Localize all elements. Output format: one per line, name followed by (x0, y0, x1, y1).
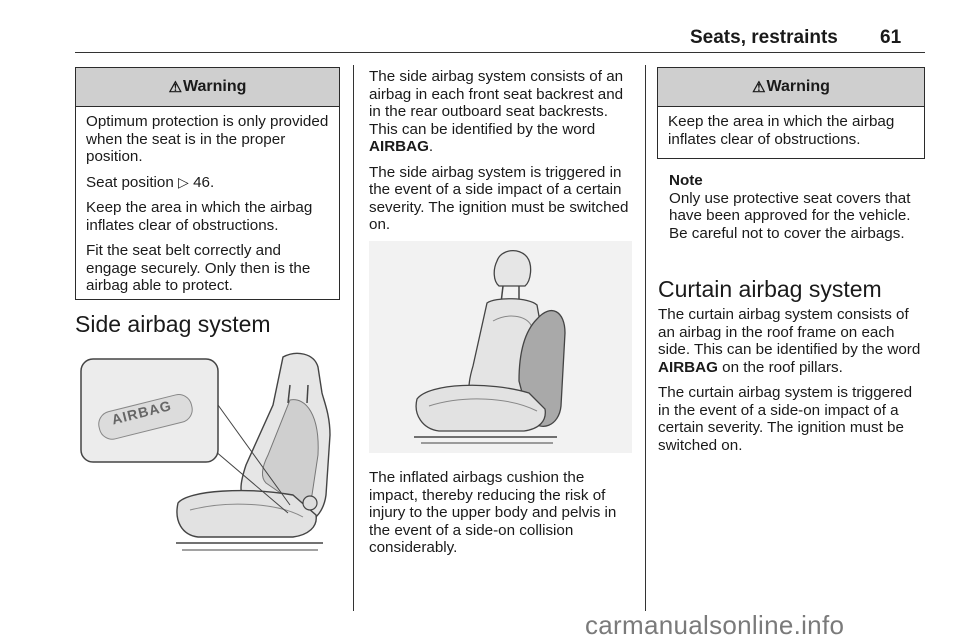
warning-paragraph: Fit the seat belt correctly and engage securely. Only then is the airbag able to protect. (86, 242, 311, 294)
page-reference-arrow-icon: ▷ (178, 173, 189, 190)
side-airbag-seat-illustration (78, 345, 340, 555)
watermark-text: carmanualsonline.info (585, 610, 845, 640)
warning-paragraph: Keep the area in which the airbag inflates clear of obstructions. (86, 199, 313, 234)
airbag-keyword: AIRBAG (658, 358, 718, 376)
running-header-title: Seats, restraints (690, 27, 838, 48)
side-airbag-description (369, 68, 634, 156)
section-heading-curtain-airbag: Curtain airbag system (658, 276, 882, 302)
airbag-cushion-text: The inflated airbags cushion the impact, thereby reducing the risk of injury to the upper body and pelvis in the event of a side-on collision considerably. (369, 469, 617, 556)
middle-column-text-bottom (369, 469, 634, 565)
note-block (669, 172, 929, 242)
section-heading-side-airbag: Side airbag system (75, 311, 271, 337)
airbag-keyword: AIRBAG (369, 138, 429, 155)
right-column-text (658, 306, 928, 462)
seat-position-text: Seat position (86, 173, 174, 191)
middle-column-text-top (369, 68, 634, 242)
warning-paragraph: Keep the area in which the airbag inflates clear of obstructions. (668, 113, 895, 148)
warning-title: Warning (766, 78, 830, 95)
warning-triangle-icon: ⚠ (168, 79, 183, 96)
warning-header (76, 68, 339, 107)
paragraph-text: The side airbag system consists of an airbag in each front seat backrest and in the rear outboard seat backrests. This can be identified by the word (369, 68, 624, 138)
warning-header (658, 68, 924, 107)
paragraph-end: . (428, 138, 434, 155)
warning-body (76, 107, 339, 295)
warning-box-left (75, 67, 340, 300)
warning-triangle-icon: ⚠ (752, 79, 766, 96)
warning-body (658, 107, 924, 148)
warning-box-right (657, 67, 925, 159)
paragraph-text: The curtain airbag system consists of an airbag in the roof frame on each side. This can be identified by the word (658, 306, 921, 358)
side-airbag-trigger-text: The side airbag system is triggered in the event of a side impact of a certain severity. The ignition must be switched on. (369, 163, 629, 233)
column-divider-left (353, 65, 354, 611)
column-divider-right (645, 65, 646, 611)
note-label: Note (669, 172, 703, 189)
header-rule (75, 52, 925, 53)
airbag-label-text: AIRBAG (110, 397, 174, 428)
warning-paragraph-ref (86, 174, 329, 192)
curtain-airbag-trigger-text: The curtain airbag system is triggered in the event of a side-on impact of a certain severity. The ignition must be switched on. (658, 384, 913, 454)
note-text: Only use protective seat covers that have been approved for the vehicle. Be careful not to cover the airbags. (669, 189, 911, 242)
warning-paragraph: Optimum protection is only provided when the seat is in the proper position. (86, 113, 329, 165)
warning-title: Warning (183, 78, 247, 95)
paragraph-end: on the roof pillars. (722, 358, 843, 376)
curtain-airbag-description (658, 306, 928, 376)
page-number: 61 (880, 27, 902, 48)
page-reference-link[interactable]: 46. (193, 173, 215, 191)
side-airbag-deployed-illustration (369, 241, 632, 453)
